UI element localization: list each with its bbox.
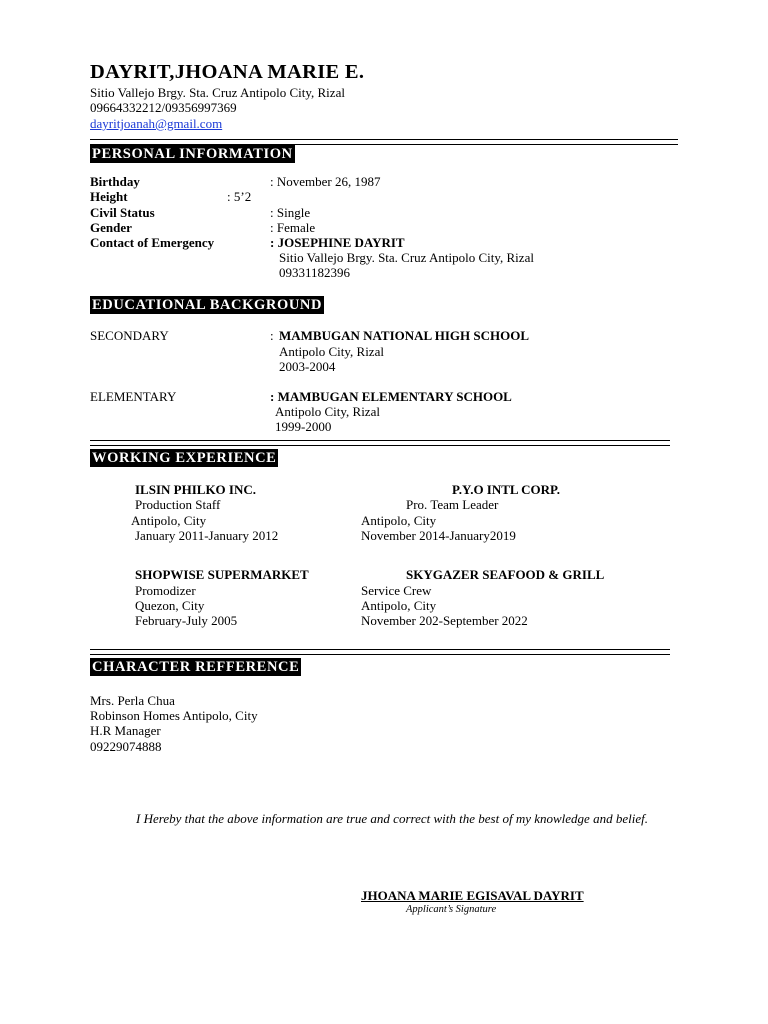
job-dates: November 202-September 2022 <box>361 613 528 628</box>
elementary-label: ELEMENTARY <box>90 389 177 404</box>
emergency-contact-label: Contact of Emergency <box>90 235 215 250</box>
job-dates: February-July 2005 <box>135 613 238 628</box>
secondary-place: Antipolo City, Rizal <box>279 344 384 359</box>
secondary-years: 2003-2004 <box>279 359 336 374</box>
job-company: P.Y.O INTL CORP. <box>452 482 561 497</box>
elementary-place: Antipolo City, Rizal <box>275 404 380 419</box>
job-position: Service Crew <box>361 583 432 598</box>
civil-status-label: Civil Status <box>90 205 155 220</box>
section-heading-work: WORKING EXPERIENCE <box>92 450 277 466</box>
declaration-statement: I Hereby that the above information are true and correct with the best of my knowledge and belief. <box>136 811 648 826</box>
applicant-address: Sitio Vallejo Brgy. Sta. Cruz Antipolo City, Rizal <box>90 85 345 100</box>
divider <box>90 654 670 655</box>
applicant-email-link[interactable]: dayritjoanah@gmail.com <box>90 116 223 131</box>
signature-name: JHOANA MARIE EGISAVAL DAYRIT <box>361 888 584 903</box>
divider <box>90 649 670 650</box>
job-dates: November 2014-January2019 <box>361 528 516 543</box>
secondary-label: SECONDARY <box>90 328 169 343</box>
job-company: SHOPWISE SUPERMARKET <box>135 567 309 582</box>
job-place: Antipolo, City <box>131 513 207 528</box>
section-heading-education: EDUCATIONAL BACKGROUND <box>92 297 323 313</box>
reference-name: Mrs. Perla Chua <box>90 693 175 708</box>
height-value: : 5’2 <box>227 189 252 204</box>
emergency-contact-name: : JOSEPHINE DAYRIT <box>270 235 405 250</box>
emergency-contact-address: Sitio Vallejo Brgy. Sta. Cruz Antipolo City, Rizal <box>279 250 534 265</box>
job-company: ILSIN PHILKO INC. <box>135 482 256 497</box>
elementary-years: 1999-2000 <box>275 419 332 434</box>
reference-title: H.R Manager <box>90 723 161 738</box>
birthday-label: Birthday <box>90 174 140 189</box>
section-heading-personal: PERSONAL INFORMATION <box>92 146 293 162</box>
height-label: Height <box>90 189 128 204</box>
reference-address: Robinson Homes Antipolo, City <box>90 708 258 723</box>
job-place: Antipolo, City <box>361 513 437 528</box>
applicant-name: DAYRIT,JHOANA MARIE E. <box>90 61 365 83</box>
job-position: Pro. Team Leader <box>406 497 499 512</box>
secondary-school: MAMBUGAN NATIONAL HIGH SCHOOL <box>279 328 530 343</box>
job-position: Promodizer <box>135 583 196 598</box>
secondary-colon: : <box>270 328 274 343</box>
applicant-phones: 09664332212/09356997369 <box>90 100 237 115</box>
emergency-contact-phone: 09331182396 <box>279 265 351 280</box>
section-heading-reference: CHARACTER REFFERENCE <box>92 659 300 675</box>
job-place: Quezon, City <box>135 598 205 613</box>
birthday-value: : November 26, 1987 <box>270 174 381 189</box>
reference-phone: 09229074888 <box>90 739 162 754</box>
job-place: Antipolo, City <box>361 598 437 613</box>
job-dates: January 2011-January 2012 <box>135 528 279 543</box>
gender-value: : Female <box>270 220 316 235</box>
signature-caption: Applicant’s Signature <box>406 904 497 915</box>
gender-label: Gender <box>90 220 132 235</box>
civil-status-value: : Single <box>270 205 311 220</box>
job-company: SKYGAZER SEAFOOD & GRILL <box>406 567 605 582</box>
job-position: Production Staff <box>135 497 221 512</box>
divider <box>90 445 670 446</box>
divider <box>90 440 670 441</box>
divider <box>90 139 678 140</box>
elementary-school: : MAMBUGAN ELEMENTARY SCHOOL <box>270 389 512 404</box>
